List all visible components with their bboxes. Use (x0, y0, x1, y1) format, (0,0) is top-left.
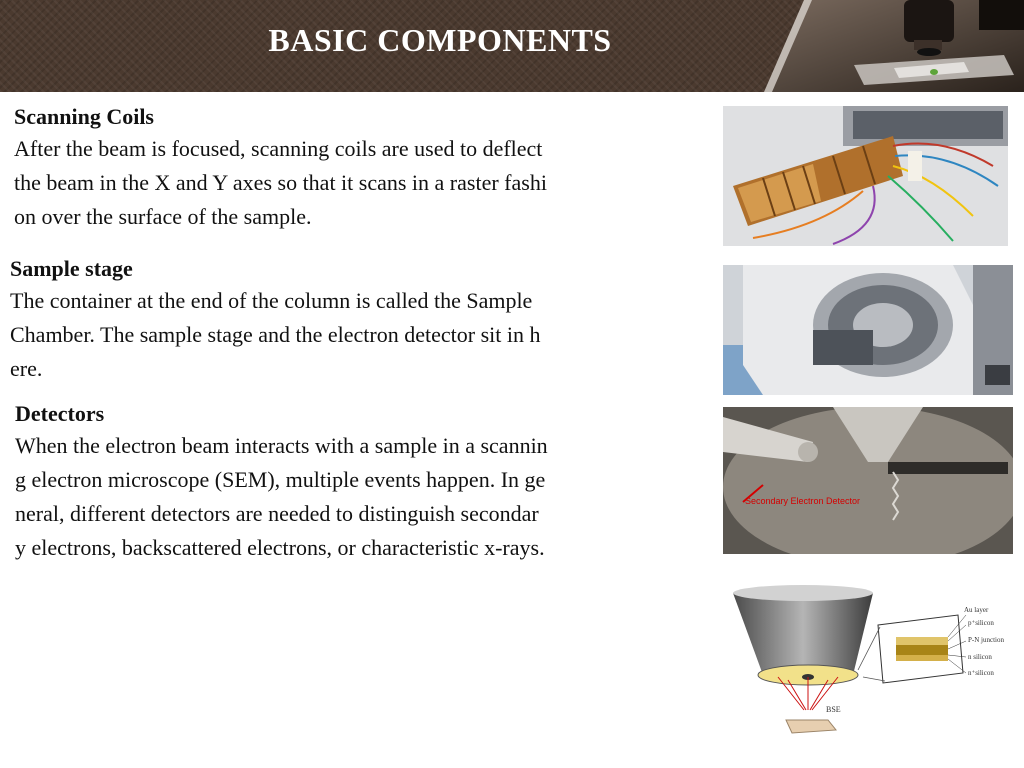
section-line: on over the surface of the sample. (14, 204, 312, 229)
diagram-label-p-silicon: p⁺silicon (968, 619, 994, 627)
section-scanning-coils (14, 102, 714, 234)
section-heading: Detectors (15, 401, 105, 426)
section-line: When the electron beam interacts with a sample in a scannin (15, 433, 548, 458)
detector-photo (723, 407, 1013, 554)
page-title: BASIC COMPONENTS (268, 22, 612, 58)
slide-header (0, 0, 1024, 92)
section-line: neral, different detectors are needed to distinguish secondar (15, 501, 539, 526)
section-line: g electron microscope (SEM), multiple events happen. In ge (15, 467, 546, 492)
bse-label: BSE (826, 705, 841, 714)
diagram-label-n-plus: n⁺silicon (968, 669, 994, 677)
section-line: Chamber. The sample stage and the electron detector sit in h (10, 322, 541, 347)
bse-detector-diagram (728, 585, 1018, 750)
diagram-label-n-silicon: n silicon (968, 653, 992, 661)
section-line: y electrons, backscattered electrons, or characteristic x-rays. (15, 535, 545, 560)
section-sample-stage (10, 254, 710, 386)
scanning-coil-photo (723, 106, 1008, 246)
sample-chamber-photo (723, 265, 1013, 395)
section-detectors (15, 399, 715, 565)
section-line: The container at the end of the column is called the Sample (10, 288, 533, 313)
section-line: ere. (10, 356, 43, 381)
section-heading: Sample stage (10, 256, 133, 281)
diagram-label-au: Au layer (964, 606, 989, 614)
diagram-label-pn: P-N junction (968, 636, 1004, 644)
section-line: the beam in the X and Y axes so that it scans in a raster fashi (14, 170, 547, 195)
section-heading: Scanning Coils (14, 104, 154, 129)
detector-caption: Secondary Electron Detector (745, 496, 861, 506)
section-line: After the beam is focused, scanning coils are used to deflect (14, 136, 543, 161)
